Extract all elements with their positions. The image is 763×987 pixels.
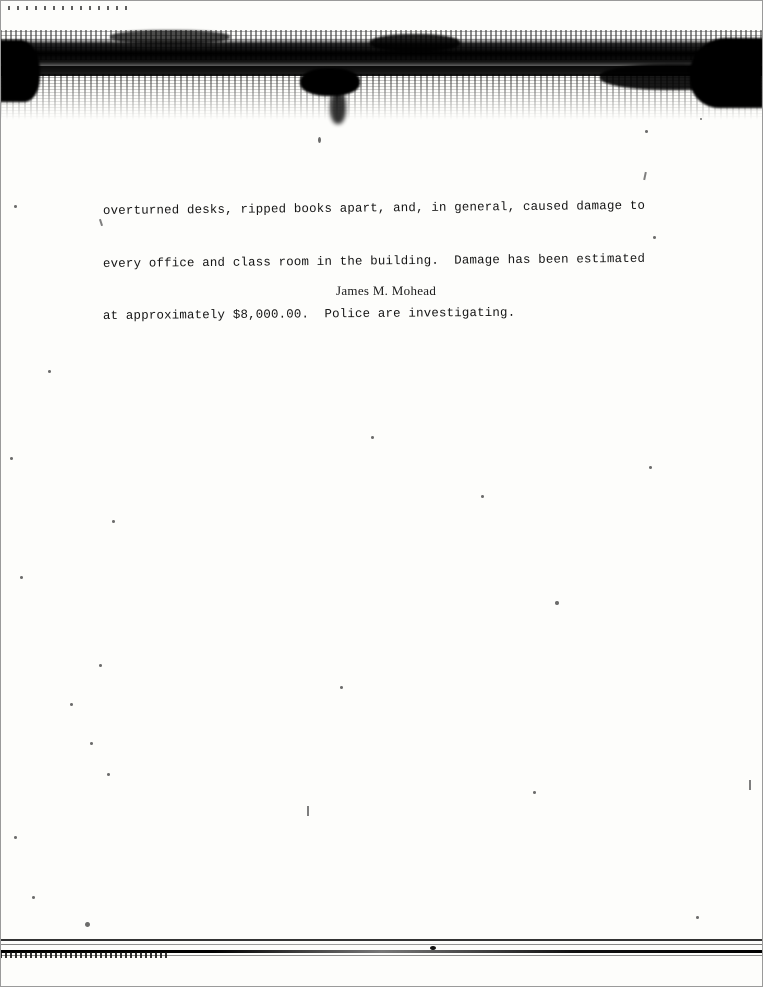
ink-speck xyxy=(14,205,17,208)
ink-tick xyxy=(307,806,309,816)
ink-speck xyxy=(70,703,73,706)
edge-hatch xyxy=(0,952,170,958)
ink-speck xyxy=(645,130,648,133)
ink-speck xyxy=(48,370,51,373)
body-line: overturned desks, ripped books apart, and, in general, caused damage to xyxy=(102,198,646,218)
body-line: at approximately $8,000.00. Police are investigating. xyxy=(102,305,516,323)
ink-speck xyxy=(90,742,93,745)
smear-blob xyxy=(690,38,763,108)
ink-speck xyxy=(112,520,115,523)
ink-speck xyxy=(32,896,35,899)
smear-blob xyxy=(300,68,360,96)
ink-speck xyxy=(653,236,656,239)
ink-tick xyxy=(749,780,751,790)
page-edge-scan-lines xyxy=(0,939,763,969)
smear-blob xyxy=(110,30,230,44)
document-body-text xyxy=(102,168,646,361)
edge-line xyxy=(0,939,763,941)
smear-blob xyxy=(330,90,346,124)
ink-speck xyxy=(85,922,90,927)
ink-tick xyxy=(643,172,647,180)
ink-speck xyxy=(555,601,559,605)
ink-speck xyxy=(371,436,374,439)
ink-speck xyxy=(481,495,484,498)
edge-line xyxy=(0,944,763,945)
ink-speck xyxy=(340,686,343,689)
ink-speck xyxy=(533,791,536,794)
signature-name: James M. Mohead xyxy=(336,283,437,298)
smear-blob xyxy=(0,40,40,102)
toner-smear-artifact xyxy=(0,30,763,122)
scanner-edge-dots-artifact xyxy=(8,6,128,10)
ink-speck xyxy=(10,457,13,460)
ink-speck xyxy=(14,836,17,839)
ink-speck xyxy=(700,118,702,120)
ink-speck xyxy=(649,466,652,469)
edge-blot xyxy=(430,946,436,950)
ink-speck xyxy=(107,773,110,776)
body-line: every office and class room in the building. Damage has been estimated xyxy=(102,251,646,271)
smear-blob xyxy=(370,34,460,52)
ink-speck xyxy=(318,137,321,143)
ink-speck xyxy=(696,916,699,919)
ink-speck xyxy=(20,576,23,579)
ink-speck xyxy=(99,664,102,667)
